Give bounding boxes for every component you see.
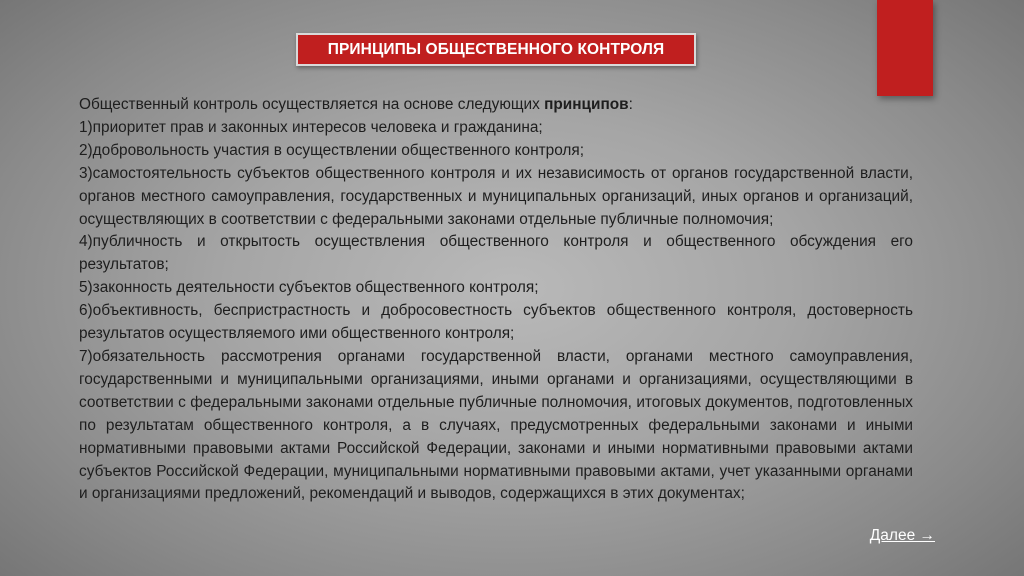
principle-item-2: 2)добровольность участия в осуществлении общественного контроля; [79,141,585,159]
next-link[interactable]: Далее → [869,527,935,544]
intro-bold-word: принципов [544,96,629,113]
red-accent-bar [877,0,933,96]
slide-title: ПРИНЦИПЫ ОБЩЕСТВЕННОГО КОНТРОЛЯ [327,40,665,58]
title-banner [296,33,696,66]
intro-colon: : [628,96,633,113]
principle-item-4: 4)публичность и открытость осуществления общественного контроля и общественного обсуждения его результатов; [79,233,913,274]
principle-item-5: 5)законность деятельности субъектов общественного контроля; [79,279,539,297]
principle-item-6: 6)объективность, беспристрастность и добросовестность субъектов общественного контроля, достоверность результатов осуществляемого ими общественного контроля; [79,302,913,343]
principles-text-block [79,94,913,506]
intro-text: Общественный контроль осуществляется на основе следующих [79,96,545,113]
principle-item-1: 1)приоритет прав и законных интересов человека и гражданина; [79,118,543,136]
principle-item-7: 7)обязательность рассмотрения органами государственной власти, органами местного самоуправления, государственными и муниципальными организациями, иными органами и организациями, осуществляющими в соответствии с федеральными законами отдельные публичные полномочия, итоговых документов, подготовленных по результатам общественного контроля, а в случаях, предусмотренных федеральными законами и иными нормативными правовыми актами Российской Федерации, законами и иными нормативными правовыми актами субъектов Российской Федерации, муниципальными нормативными правовыми актами, учет указанными органами и организациями предложений, рекомендаций и выводов, содержащихся в этих документах; [79,347,913,503]
principle-item-3: 3)самостоятельность субъектов общественного контроля и их независимость от органов государственной власти, органов местного самоуправления, государственных и муниципальных организаций, иных органов и организаций, осуществляющих в соответствии с федеральными законами отдельные публичные полномочия; [79,164,913,228]
intro-paragraph [79,94,913,117]
